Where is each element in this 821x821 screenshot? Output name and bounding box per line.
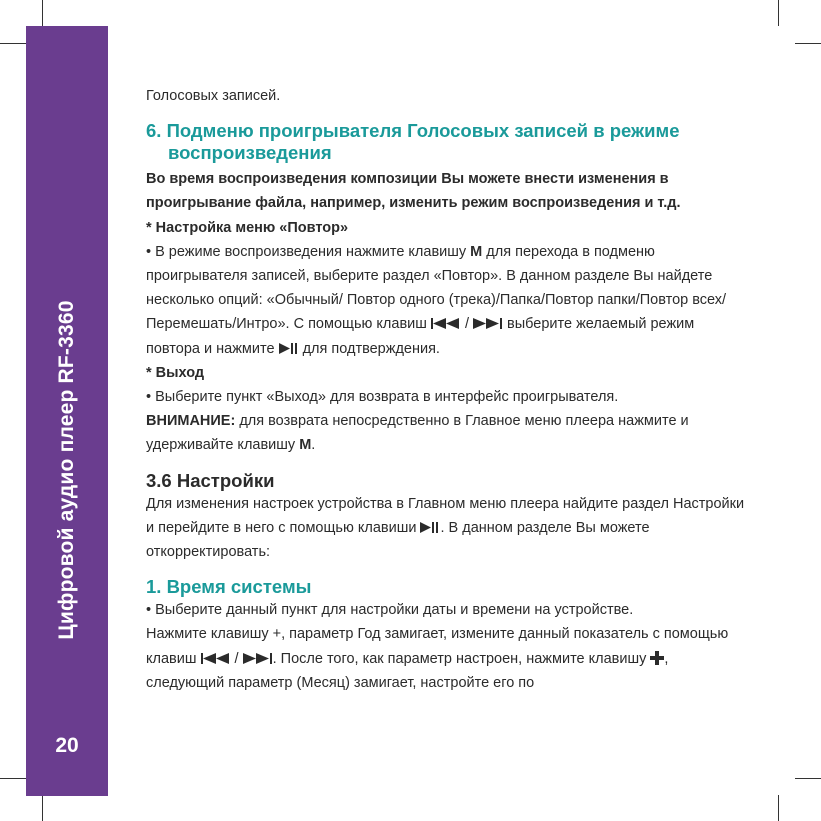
prev-icon bbox=[201, 652, 231, 665]
intro-text: Голосовых записей. bbox=[146, 88, 281, 104]
page-content bbox=[146, 84, 746, 695]
next-icon bbox=[243, 652, 273, 665]
play-pause-icon bbox=[279, 342, 299, 355]
settings-text-a: Для изменения настроек устройства в Главном меню плеера найдите раздел Настройки и перейдите в него с помощью клавиши bbox=[146, 495, 745, 536]
section-6-heading bbox=[146, 120, 746, 164]
page-number: 20 bbox=[55, 734, 79, 757]
settings-paragraph bbox=[146, 492, 746, 565]
crop-mark bbox=[42, 795, 43, 821]
prev-icon bbox=[431, 317, 461, 330]
key-m: M bbox=[299, 437, 312, 454]
crop-mark bbox=[795, 778, 821, 779]
time-text-1: • Выберите данный пункт для настройки даты и времени на устройстве. bbox=[146, 602, 634, 619]
time-text-b: . После того, как параметр настроен, нажмите клавишу bbox=[272, 650, 647, 667]
section-6-intro: Во время воспроизведения композиции Вы можете внести изменения в проигрывание файла, например, изменить режим воспроизведения и т.д. bbox=[146, 171, 681, 212]
time-text-a: Нажмите клавишу +, параметр Год замигает, измените данный показатель с помощью клавиш bbox=[146, 626, 729, 667]
settings-heading: 3.6 Настройки bbox=[146, 469, 275, 491]
attention-paragraph bbox=[146, 409, 746, 457]
time-paragraph bbox=[146, 622, 746, 695]
slash: / bbox=[464, 316, 469, 333]
crop-mark bbox=[0, 778, 26, 779]
time-text-c: , следующий параметр (Месяц) замигает, настройте его по bbox=[146, 650, 669, 691]
attention-label: ВНИМАНИЕ: bbox=[146, 413, 236, 430]
crop-mark bbox=[0, 43, 26, 44]
repeat-text-a: • В режиме воспроизведения нажмите клавишу bbox=[146, 243, 467, 260]
attention-text: для возврата непосредственно в Главное меню плеера нажмите и удерживайте клавишу bbox=[146, 413, 689, 454]
plus-icon bbox=[650, 651, 664, 665]
key-m: M bbox=[470, 243, 483, 260]
repeat-text-d: для подтверждения. bbox=[302, 340, 440, 357]
repeat-paragraph bbox=[146, 240, 746, 361]
time-heading: 1. Время системы bbox=[146, 576, 312, 598]
crop-mark bbox=[778, 0, 779, 26]
section-6-heading-line2: воспроизведения bbox=[168, 142, 332, 164]
exit-heading: * Выход bbox=[146, 364, 205, 381]
crop-mark bbox=[795, 43, 821, 44]
sidebar-title: Цифровой аудио плеер RF-3360 bbox=[55, 300, 78, 640]
section-6-heading-line1: 6. Подменю проигрывателя Голосовых записей в режиме bbox=[146, 120, 680, 142]
play-pause-icon bbox=[420, 521, 440, 534]
exit-text: • Выберите пункт «Выход» для возврата в интерфейс проигрывателя. bbox=[146, 389, 619, 406]
period: . bbox=[311, 437, 316, 454]
slash: / bbox=[234, 650, 239, 667]
next-icon bbox=[473, 317, 503, 330]
repeat-heading: * Настройка меню «Повтор» bbox=[146, 219, 349, 236]
repeat-text-c: выберите желаемый режим повтора и нажмите bbox=[146, 316, 695, 357]
crop-mark bbox=[778, 795, 779, 821]
crop-mark bbox=[42, 0, 43, 26]
repeat-text-b: для перехода в подменю проигрывателя записей, выберите раздел «Повтор». В данном разделе Вы найдете несколько опций: «Обычный/ Повтор одного (трека)/Папка/Повтор папки/Повтор всех/Перемешать/Интро». С помощью клавиш bbox=[146, 243, 727, 333]
settings-text-b: . В данном разделе Вы можете откорректировать: bbox=[146, 519, 650, 561]
